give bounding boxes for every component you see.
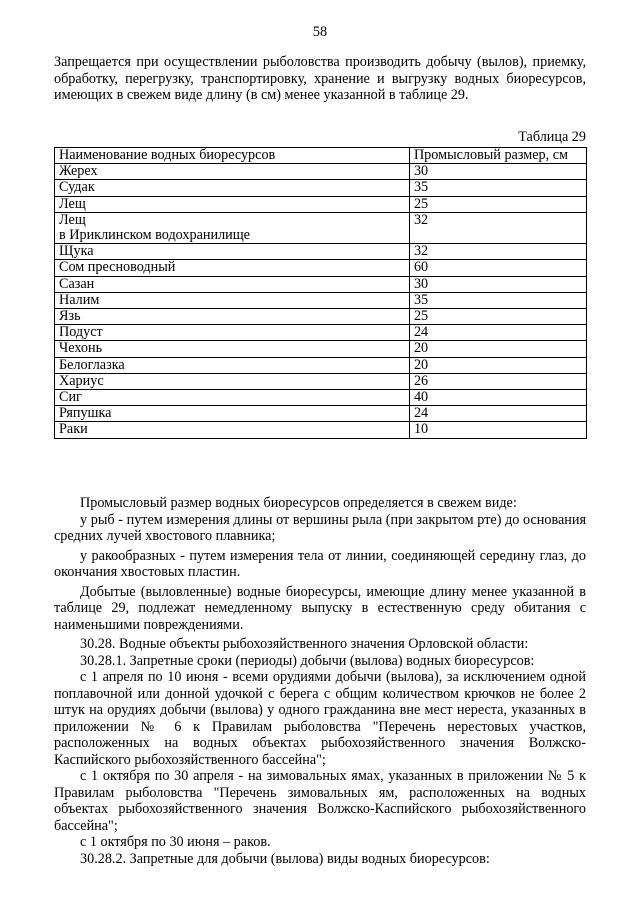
table-row bbox=[55, 164, 587, 180]
paragraph-size-definition: Промысловый размер водных биоресурсов определяется в свежем виде: bbox=[80, 495, 517, 511]
table-row bbox=[55, 406, 587, 422]
table-row bbox=[55, 276, 587, 292]
species-name: Хариус bbox=[55, 373, 410, 389]
species-name: Лещ bbox=[55, 196, 410, 212]
species-name: Лещ bbox=[59, 211, 86, 228]
species-name: Язь bbox=[55, 309, 410, 325]
table-row bbox=[55, 309, 587, 325]
paragraph-april-june-ban: с 1 апреля по 10 июня - всеми орудиями добычи (вылова), за исключением одной поплавочной или донной удочкой с берега с общим количеством крючков не более 2 штук на орудиях добычи (вылова) у одного гражданина вне мест нереста, указанных в приложении № 6 к Правилам рыболовства "Перечень нерестовых участков, расположенных на водных объектах рыбохозяйственного значения Волжско-Каспийского рыбохозяйственного бассейна"; bbox=[54, 669, 586, 768]
species-size: 40 bbox=[409, 390, 586, 406]
species-name: Щука bbox=[55, 244, 410, 260]
species-name: Сиг bbox=[55, 390, 410, 406]
paragraph-release-rule: Добытые (выловленные) водные биоресурсы, имеющие длину менее указанной в таблице 29, подлежат немедленному выпуску в естественную среду обитания с наименьшими повреждениями. bbox=[54, 583, 586, 633]
table-row bbox=[55, 373, 587, 389]
species-name: Налим bbox=[55, 292, 410, 308]
species-name: Раки bbox=[55, 422, 410, 438]
species-size: 32 bbox=[409, 212, 586, 243]
table-row bbox=[55, 422, 587, 438]
fish-size-table bbox=[54, 147, 587, 439]
species-size: 35 bbox=[409, 292, 586, 308]
species-size: 35 bbox=[409, 180, 586, 196]
species-size: 25 bbox=[409, 309, 586, 325]
table-header-row bbox=[55, 148, 587, 164]
species-size: 10 bbox=[409, 422, 586, 438]
species-size: 30 bbox=[409, 276, 586, 292]
table-row bbox=[55, 292, 587, 308]
table-row bbox=[55, 180, 587, 196]
species-name: Чехонь bbox=[55, 341, 410, 357]
species-name: Судак bbox=[55, 180, 410, 196]
table-row bbox=[55, 341, 587, 357]
page-number: 58 bbox=[312, 24, 328, 40]
paragraph-section-30-28-2: 30.28.2. Запретные для добычи (вылова) виды водных биоресурсов: bbox=[80, 850, 490, 867]
species-size: 20 bbox=[409, 341, 586, 357]
table-row bbox=[55, 325, 587, 341]
species-size: 20 bbox=[409, 357, 586, 373]
intro-paragraph: Запрещается при осуществлении рыболовства производить добычу (вылов), приемку, обработку, перегрузку, транспортировку, хранение и выгрузку водных биоресурсов, имеющих в свежем виде длину (в см) менее указанной в таблице 29. bbox=[54, 54, 586, 103]
body-text bbox=[54, 495, 586, 867]
species-name: Ряпушка bbox=[55, 406, 410, 422]
table-row bbox=[55, 244, 587, 260]
species-name: Сом пресноводный bbox=[55, 260, 410, 276]
table-row bbox=[55, 212, 587, 243]
species-name: Подуст bbox=[55, 325, 410, 341]
species-size: 30 bbox=[409, 164, 586, 180]
species-size: 25 bbox=[409, 196, 586, 212]
table-caption: Таблица 29 bbox=[518, 129, 586, 145]
species-name-cell bbox=[55, 212, 410, 243]
table-row bbox=[55, 390, 587, 406]
species-name: Жерех bbox=[55, 164, 410, 180]
table-row bbox=[55, 260, 587, 276]
species-name: Сазан bbox=[55, 276, 410, 292]
paragraph-fish-measure: у рыб - путем измерения длины от вершины рыла (при закрытом рте) до основания средних лучей хвостового плавника; bbox=[54, 511, 586, 544]
paragraph-october-april-ban: с 1 октября по 30 апреля - на зимовальных ямах, указанных в приложении № 5 к Правилам рыболовства "Перечень зимовальных ям, расположенных на водных объектах рыбохозяйственного значения Волжско-Каспийского рыбохозяйственного бассейна"; bbox=[54, 768, 586, 834]
table-row bbox=[55, 196, 587, 212]
header-size: Промысловый размер, см bbox=[409, 148, 586, 164]
species-size: 32 bbox=[409, 244, 586, 260]
species-name: Белоглазка bbox=[55, 357, 410, 373]
species-size: 24 bbox=[409, 406, 586, 422]
table-row bbox=[55, 357, 587, 373]
paragraph-crayfish-ban: с 1 октября по 30 июня – раков. bbox=[80, 834, 271, 850]
species-size: 24 bbox=[409, 325, 586, 341]
species-size: 60 bbox=[409, 260, 586, 276]
paragraph-crustacean-measure: у ракообразных - путем измерения тела от линии, соединяющей середину глаз, до окончания хвостовых пластин. bbox=[54, 547, 586, 580]
header-name: Наименование водных биоресурсов bbox=[55, 148, 410, 164]
paragraph-section-30-28: 30.28. Водные объекты рыбохозяйственного значения Орловской области: bbox=[80, 636, 529, 652]
paragraph-section-30-28-1: 30.28.1. Запретные сроки (периоды) добычи (вылова) водных биоресурсов: bbox=[80, 652, 535, 669]
species-size: 26 bbox=[409, 373, 586, 389]
species-name-note: в Ириклинском водохранилище bbox=[59, 227, 250, 244]
